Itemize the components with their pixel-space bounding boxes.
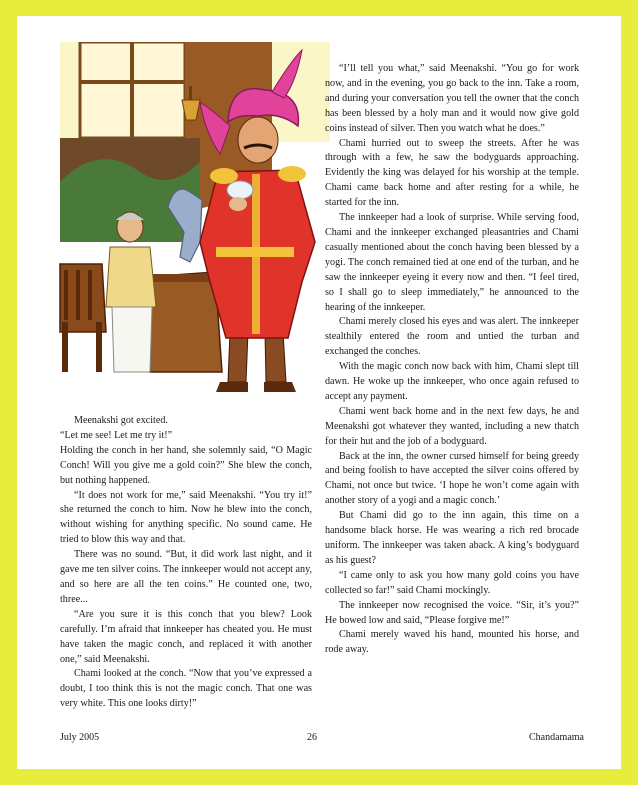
paragraph: Chami went back home and in the next few days, he and Meenakshi got whatever they wanted, including a new thatch for their hut and the job of a bodyguard.	[325, 405, 579, 447]
paragraph: “Let me see! Let me try it!”	[60, 429, 173, 441]
paragraph: There was no sound. “But, it did work last night, and it gave me ten silver coins. The innkeeper would not accept any, and so here are all the ten coins.” He counted one, two, three...	[60, 549, 312, 605]
paragraph: “I came only to ask you how many gold coins you have collected so far!” said Chami mockingly.	[325, 569, 579, 596]
paragraph: Chami looked at the conch. “Now that you’ve expressed a doubt, I too think this is not the magic conch. That one was very white. This one looks dirty!”	[60, 668, 312, 710]
magazine-name: Chandamama	[529, 732, 584, 743]
paragraph: Meenakshi got excited.	[74, 415, 168, 426]
paragraph: Chami merely waved his hand, mounted his horse, and rode away.	[325, 629, 579, 656]
footer-date: July 2005	[60, 732, 100, 743]
paragraph: Back at the inn, the owner cursed himself for being greedy and being foolish to have accepted the silver coins offered by Chami, not once but twice. ‘I hope he won’t come again with another story of a yogi and a magic conch.’	[325, 450, 579, 507]
left-text-column	[60, 414, 312, 712]
paragraph: “Are you sure it is this conch that you blew? Look carefully. I’m afraid that innkeeper has cheated you. He must have taken the magic conch, and replaced it with another one,” said Meenakshi.	[60, 608, 312, 665]
paragraph: But Chami did go to the inn again, this time on a handsome black horse. He was wearing a rich red brocade uniform. The innkeeper was taken aback. A king’s bodyguard as his guest?	[325, 510, 579, 566]
paragraph: The innkeeper had a look of surprise. While serving food, Chami and the innkeeper exchanged pleasantries and Chami casually mentioned about the conch having been blessed by a yogi. The conch remained tied at one end of the turban, and he saw the innkeeper eyeing it every now and then. “I feel tired, so I shall go to sleep immediately,” he announced to the hearing of the innkeeper.	[325, 212, 579, 313]
paragraph: “I’ll tell you what,” said Meenakshi. “You go for work now, and in the evening, you go back to the inn. Take a room, and during your conversation you tell the owner that the conch has been blessed by a holy man and it would now give gold coins instead of silver. Then you watch what he does.”	[325, 63, 579, 134]
paragraph: Chami merely closed his eyes and was alert. The innkeeper stealthily entered the room and untied the turban and exchanged the conches.	[325, 316, 579, 358]
paragraph: The innkeeper now recognised the voice. “Sir, it’s you?” He bowed low and said, “Please forgive me!”	[325, 599, 579, 626]
story-illustration-icon	[40, 42, 330, 397]
paragraph: “It does not work for me,” said Meenakshi. “You try it!” she returned the conch to him. Now he blew into the conch, without wishing for anything specific. No sound came. He tried to blow this way and that.	[60, 489, 312, 546]
right-text-column	[325, 62, 579, 658]
page-number: 26	[307, 732, 317, 743]
paragraph: Chami hurried out to sweep the streets. After he was through with a few, he saw the bodyguards approaching. Evidently the king was delayed for his worship at the temple. Chami came back home and after resting for a while, he started for the inn.	[325, 137, 579, 209]
paragraph: With the magic conch now back with him, Chami slept till dawn. He woke up the innkeeper, who once again refused to accept any payment.	[325, 361, 579, 402]
paragraph: Holding the conch in her hand, she solemnly said, “O Magic Conch! Will you give me a gold coin?” She blew the conch, but nothing happened.	[60, 444, 312, 486]
